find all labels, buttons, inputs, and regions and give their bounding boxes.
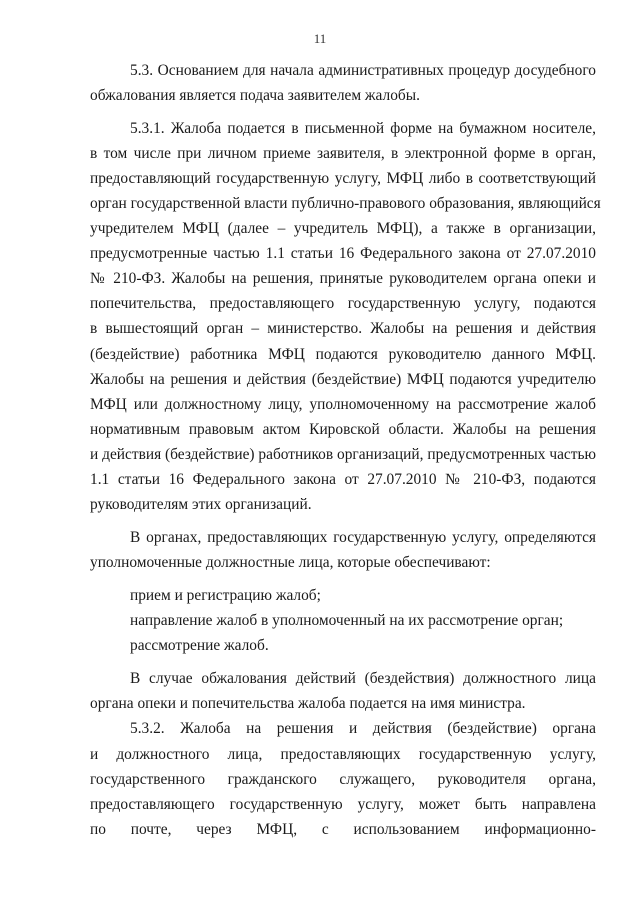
page-number: 11 [313, 31, 327, 46]
text-line: В органах, предоставляющих государственную услугу, определяются [130, 529, 596, 546]
text-line: обжалования является подача заявителем жалобы. [90, 87, 420, 104]
text-line: орган государственной власти публично-правового образования, являющийся [90, 195, 601, 212]
text-line: руководителям этих организаций. [90, 496, 312, 513]
text-line: и действия (бездействие) работников организаций, предусмотренных частью [90, 446, 596, 463]
text-line: № 210-ФЗ. Жалобы на решения, принятые руководителем органа опеки и [90, 270, 596, 287]
text-line: 1.1 статьи 16 Федерального закона от 27.07.2010 № 210-ФЗ, подаются [90, 471, 596, 488]
text-line: прием и регистрацию жалоб; [130, 587, 321, 604]
text-line: В случае обжалования действий (бездействия) должностного лица [130, 670, 596, 687]
text-line: попечительства, предоставляющего государственную услугу, подаются [90, 295, 596, 312]
text-line: предоставляющий государственную услугу, МФЦ либо в соответствующий [90, 170, 596, 187]
text-line: (бездействие) работника МФЦ подаются руководителю данного МФЦ. [90, 346, 596, 363]
text-line: рассмотрение жалоб. [130, 637, 269, 654]
text-line: в вышестоящий орган – министерство. Жалобы на решения и действия [90, 320, 596, 337]
text-line: 5.3. Основанием для начала административных процедур досудебного [130, 62, 596, 79]
text-line: 5.3.1. Жалоба подается в письменной форме на бумажном носителе, [130, 120, 596, 137]
text-line: нормативным правовым актом Кировской области. Жалобы на решения [90, 421, 596, 438]
text-line: направление жалоб в уполномоченный на их рассмотрение орган; [130, 612, 564, 629]
text-line: Жалобы на решения и действия (бездействие) МФЦ подаются учредителю [90, 371, 596, 388]
text-line: 5.3.2. Жалоба на решения и действия (бездействие) органа [130, 720, 596, 737]
text-line: органа опеки и попечительства жалоба подается на имя министра. [90, 695, 526, 712]
text-line: предоставляющего государственную услугу, может быть направлена [90, 796, 596, 813]
text-line: уполномоченные должностные лица, которые обеспечивают: [90, 554, 491, 571]
text-line: по почте, через МФЦ, с использованием информационно- [90, 821, 596, 838]
text-line: МФЦ или должностному лицу, уполномоченному на рассмотрение жалоб [90, 396, 596, 413]
text-line: и должностного лица, предоставляющих государственную услугу, [90, 746, 596, 763]
text-line: учредителем МФЦ (далее – учредитель МФЦ), а также в организации, [90, 220, 596, 237]
text-line: предусмотренные частью 1.1 статьи 16 Федерального закона от 27.07.2010 [90, 245, 596, 262]
text-line: в том числе при личном приеме заявителя, в электронной форме в орган, [90, 145, 596, 162]
text-line: государственного гражданского служащего, руководителя органа, [90, 771, 596, 788]
